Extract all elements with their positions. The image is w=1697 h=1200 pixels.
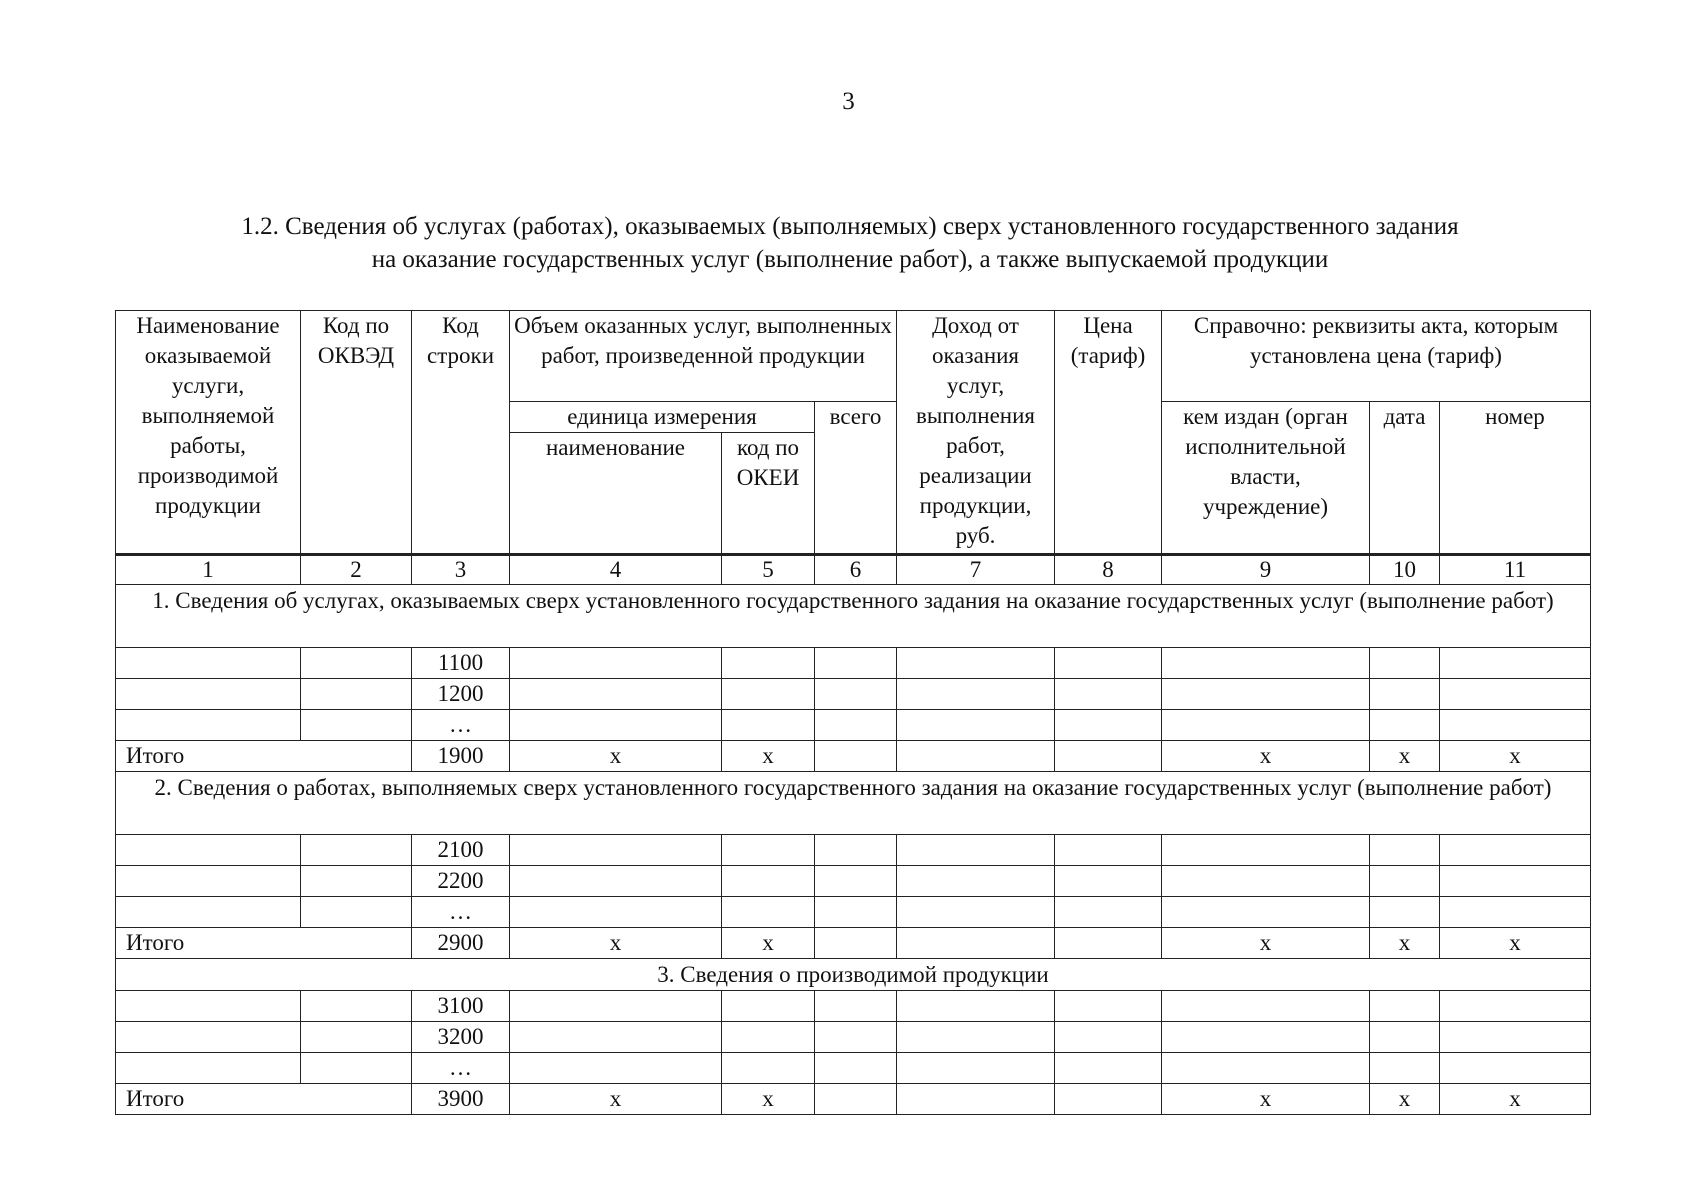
- cell-value[interactable]: [1055, 679, 1162, 710]
- row-code: 2200: [412, 866, 510, 897]
- cross-mark: x: [1370, 928, 1440, 959]
- header-okved: Код по ОКВЭД: [301, 311, 412, 555]
- table-row: [116, 835, 1591, 866]
- cell-value[interactable]: [1162, 648, 1370, 679]
- table-row: [116, 991, 1591, 1022]
- cell-value[interactable]: [1440, 897, 1591, 928]
- header-unit-name: наименование: [510, 433, 722, 555]
- cell-value[interactable]: [1055, 1053, 1162, 1084]
- cell-value[interactable]: [1055, 1022, 1162, 1053]
- total-label: Итого: [116, 741, 412, 772]
- cell-value[interactable]: [722, 1022, 815, 1053]
- column-number: 2: [301, 555, 412, 585]
- cell-okved[interactable]: [301, 1022, 412, 1053]
- cell-value[interactable]: [897, 928, 1055, 959]
- column-number: 3: [412, 555, 510, 585]
- cell-value[interactable]: [1055, 991, 1162, 1022]
- cell-value[interactable]: [1440, 648, 1591, 679]
- section-heading: [140, 210, 1560, 276]
- cell-name[interactable]: [116, 648, 301, 679]
- page-number: 3: [842, 88, 855, 115]
- column-number: 10: [1370, 555, 1440, 585]
- cell-value[interactable]: [722, 648, 815, 679]
- cell-value[interactable]: [815, 1053, 897, 1084]
- cell-name[interactable]: [116, 710, 301, 741]
- cell-value[interactable]: [815, 1084, 897, 1115]
- cross-mark: x: [510, 928, 722, 959]
- row-code: 2100: [412, 835, 510, 866]
- header-volume: Объем оказанных услуг, выполненных работ, произведенной продукции: [510, 311, 897, 402]
- cell-value[interactable]: [1440, 866, 1591, 897]
- header-date: дата: [1370, 402, 1440, 555]
- table-row: [116, 1022, 1591, 1053]
- cell-value[interactable]: [1055, 866, 1162, 897]
- cell-value[interactable]: [1440, 991, 1591, 1022]
- row-code: 3200: [412, 1022, 510, 1053]
- row-code: 1900: [412, 741, 510, 772]
- section-title: 3. Сведения о производимой продукции: [116, 959, 1591, 991]
- cross-mark: x: [510, 741, 722, 772]
- cell-value[interactable]: [815, 741, 897, 772]
- services-table: [115, 310, 1591, 1115]
- cell-value[interactable]: [897, 991, 1055, 1022]
- cell-value[interactable]: [897, 835, 1055, 866]
- cell-value[interactable]: [1370, 1022, 1440, 1053]
- header-name: Наименование оказываемой услуги, выполняемой работы, производимой продукции: [116, 311, 301, 555]
- total-row: [116, 928, 1591, 959]
- header-okei: код по ОКЕИ: [722, 433, 815, 555]
- total-row: [116, 1084, 1591, 1115]
- row-code: 2900: [412, 928, 510, 959]
- table-row: [116, 679, 1591, 710]
- cell-value[interactable]: [1162, 835, 1370, 866]
- column-number: 1: [116, 555, 301, 585]
- cell-name[interactable]: [116, 866, 301, 897]
- cell-okved[interactable]: [301, 835, 412, 866]
- total-label: Итого: [116, 1084, 412, 1115]
- cell-value[interactable]: [722, 835, 815, 866]
- header-unit: единица измерения: [510, 402, 815, 433]
- heading-line-1: 1.2. Сведения об услугах (работах), оказываемых (выполняемых) сверх установленного государственного задания: [241, 213, 1459, 240]
- header-number: номер: [1440, 402, 1591, 555]
- cell-value[interactable]: [815, 897, 897, 928]
- cell-value[interactable]: [815, 991, 897, 1022]
- cell-value[interactable]: [1370, 710, 1440, 741]
- cell-value[interactable]: [510, 1053, 722, 1084]
- table-row: [116, 710, 1591, 741]
- cell-value[interactable]: [722, 679, 815, 710]
- cell-value[interactable]: [722, 991, 815, 1022]
- cell-value[interactable]: [897, 1022, 1055, 1053]
- cell-okved[interactable]: [301, 1053, 412, 1084]
- cell-name[interactable]: [116, 1022, 301, 1053]
- column-number: 11: [1440, 555, 1591, 585]
- heading-line-2: на оказание государственных услуг (выполнение работ), а также выпускаемой продукции: [371, 246, 1329, 273]
- row-code: …: [412, 1053, 510, 1084]
- table-row: [116, 866, 1591, 897]
- row-code: 1200: [412, 679, 510, 710]
- cell-value[interactable]: [722, 1053, 815, 1084]
- cell-value[interactable]: [1055, 741, 1162, 772]
- cross-mark: x: [1440, 928, 1591, 959]
- cross-mark: x: [722, 741, 815, 772]
- table-row: [116, 897, 1591, 928]
- header-price: Цена (тариф): [1055, 311, 1162, 555]
- header-total: всего: [815, 402, 897, 555]
- cell-value[interactable]: [897, 866, 1055, 897]
- cell-value[interactable]: [510, 866, 722, 897]
- column-number: 5: [722, 555, 815, 585]
- cell-value[interactable]: [510, 1022, 722, 1053]
- cross-mark: x: [1440, 741, 1591, 772]
- cell-value[interactable]: [815, 679, 897, 710]
- cell-value[interactable]: [897, 648, 1055, 679]
- cell-name[interactable]: [116, 835, 301, 866]
- cell-value[interactable]: [1162, 1022, 1370, 1053]
- table-row: [116, 648, 1591, 679]
- cell-value[interactable]: [1055, 648, 1162, 679]
- cell-value[interactable]: [510, 648, 722, 679]
- cell-value[interactable]: [815, 928, 897, 959]
- cell-value[interactable]: [510, 679, 722, 710]
- cell-value[interactable]: [897, 897, 1055, 928]
- cell-value[interactable]: [1055, 710, 1162, 741]
- cell-value[interactable]: [1370, 1053, 1440, 1084]
- cell-value[interactable]: [1162, 710, 1370, 741]
- cross-mark: x: [1162, 741, 1370, 772]
- cell-name[interactable]: [116, 1053, 301, 1084]
- cell-value[interactable]: [1055, 928, 1162, 959]
- cross-mark: x: [510, 1084, 722, 1115]
- cell-value[interactable]: [1055, 1084, 1162, 1115]
- cross-mark: x: [1162, 928, 1370, 959]
- cell-value[interactable]: [897, 1053, 1055, 1084]
- cross-mark: x: [1370, 741, 1440, 772]
- cell-value[interactable]: [1370, 991, 1440, 1022]
- cell-value[interactable]: [722, 897, 815, 928]
- cell-value[interactable]: [1055, 897, 1162, 928]
- cell-value[interactable]: [1370, 835, 1440, 866]
- table-row: [116, 1053, 1591, 1084]
- row-code: …: [412, 897, 510, 928]
- cell-name[interactable]: [116, 991, 301, 1022]
- total-label: Итого: [116, 928, 412, 959]
- header-reference: Справочно: реквизиты акта, которым установлена цена (тариф): [1162, 311, 1591, 402]
- row-code: 3100: [412, 991, 510, 1022]
- cell-value[interactable]: [815, 1022, 897, 1053]
- cell-value[interactable]: [815, 866, 897, 897]
- section-title: 1. Сведения об услугах, оказываемых сверх установленного государственного задания на оказание государственных услуг (выполнение работ): [116, 585, 1591, 648]
- cell-value[interactable]: [510, 991, 722, 1022]
- cell-value[interactable]: [1055, 835, 1162, 866]
- cell-value[interactable]: [897, 679, 1055, 710]
- cell-okved[interactable]: [301, 710, 412, 741]
- cell-value[interactable]: [1440, 710, 1591, 741]
- header-row-code: Код строки: [412, 311, 510, 555]
- column-number: 6: [815, 555, 897, 585]
- cell-value[interactable]: [815, 648, 897, 679]
- total-row: [116, 741, 1591, 772]
- cell-value[interactable]: [897, 741, 1055, 772]
- cross-mark: x: [1370, 1084, 1440, 1115]
- cell-value[interactable]: [1162, 679, 1370, 710]
- row-code: 3900: [412, 1084, 510, 1115]
- cell-value[interactable]: [1440, 1053, 1591, 1084]
- cell-value[interactable]: [1370, 866, 1440, 897]
- cell-value[interactable]: [815, 710, 897, 741]
- column-number: 4: [510, 555, 722, 585]
- cell-value[interactable]: [1162, 1053, 1370, 1084]
- cell-value[interactable]: [722, 710, 815, 741]
- cell-okved[interactable]: [301, 866, 412, 897]
- cell-value[interactable]: [1370, 679, 1440, 710]
- cross-mark: x: [722, 1084, 815, 1115]
- cell-value[interactable]: [1370, 897, 1440, 928]
- cell-value[interactable]: [815, 835, 897, 866]
- cell-value[interactable]: [510, 835, 722, 866]
- cell-value[interactable]: [1162, 897, 1370, 928]
- cell-value[interactable]: [1440, 679, 1591, 710]
- cross-mark: x: [1162, 1084, 1370, 1115]
- section-title: 2. Сведения о работах, выполняемых сверх установленного государственного задания на оказание государственных услуг (выполнение работ): [116, 772, 1591, 835]
- cell-okved[interactable]: [301, 679, 412, 710]
- cell-value[interactable]: [1440, 1022, 1591, 1053]
- header-issuer: кем издан (орган исполнительной власти, учреждение): [1162, 402, 1370, 555]
- cell-okved[interactable]: [301, 897, 412, 928]
- cell-value[interactable]: [897, 1084, 1055, 1115]
- cell-okved[interactable]: [301, 991, 412, 1022]
- column-number: 7: [897, 555, 1055, 585]
- column-number: 8: [1055, 555, 1162, 585]
- cell-value[interactable]: [1162, 866, 1370, 897]
- row-code: …: [412, 710, 510, 741]
- column-numbers-row: [116, 555, 1591, 585]
- cell-value[interactable]: [510, 897, 722, 928]
- cell-value[interactable]: [1162, 991, 1370, 1022]
- cross-mark: x: [722, 928, 815, 959]
- cell-okved[interactable]: [301, 648, 412, 679]
- cell-value[interactable]: [1370, 648, 1440, 679]
- cell-value[interactable]: [897, 710, 1055, 741]
- row-code: 1100: [412, 648, 510, 679]
- cell-name[interactable]: [116, 679, 301, 710]
- cell-value[interactable]: [510, 710, 722, 741]
- cross-mark: x: [1440, 1084, 1591, 1115]
- cell-value[interactable]: [722, 866, 815, 897]
- cell-name[interactable]: [116, 897, 301, 928]
- header-income: Доход от оказания услуг, выполнения работ, реализации продукции, руб.: [897, 311, 1055, 555]
- cell-value[interactable]: [1440, 835, 1591, 866]
- column-number: 9: [1162, 555, 1370, 585]
